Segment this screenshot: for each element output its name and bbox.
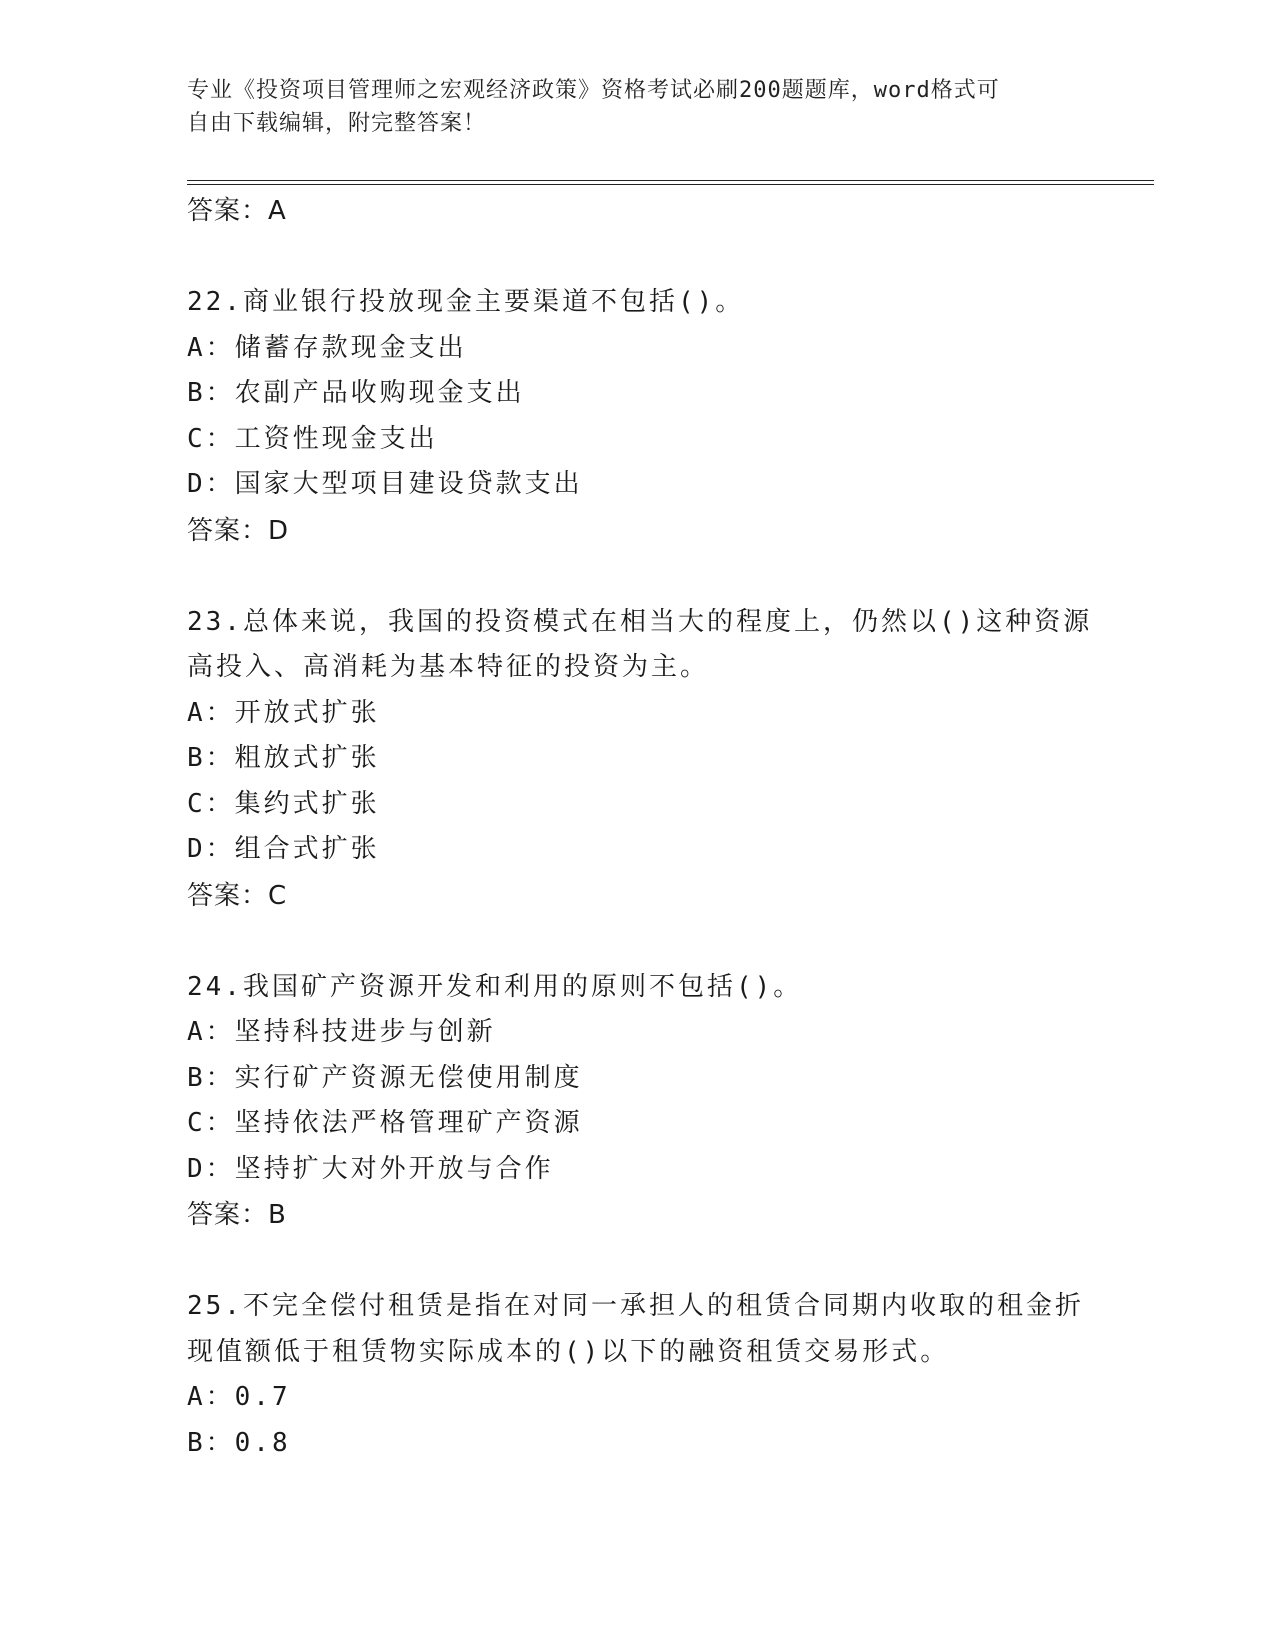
option-a: A：开放式扩张 [187, 697, 380, 728]
option-a: A：坚持科技进步与创新 [187, 1017, 496, 1047]
option-b: B：实行矿产资源无偿使用制度 [187, 1062, 583, 1093]
spacer [187, 234, 1087, 280]
question-stem-cont: 现值额低于租赁物实际成本的()以下的融资租赁交易形式。 [187, 1336, 950, 1367]
answer: 答案：C [187, 880, 288, 911]
question-24 [187, 965, 1087, 1239]
question-25 [187, 1284, 1087, 1466]
document-header [187, 74, 1087, 140]
question-23 [187, 600, 1093, 919]
header-line-1: 专业《投资项目管理师之宏观经济政策》资格考试必刷200题题库，word格式可 [187, 78, 1000, 103]
option-c: C：集约式扩张 [187, 788, 380, 819]
option-a: A：0.7 [187, 1382, 291, 1412]
option-a: A：储蓄存款现金支出 [187, 332, 467, 363]
option-b: B：0.8 [187, 1427, 291, 1458]
question-stem-cont: 高投入、高消耗为基本特征的投资为主。 [187, 652, 710, 682]
option-d: D：组合式扩张 [187, 834, 380, 864]
option-c: C：坚持依法严格管理矿产资源 [187, 1108, 583, 1138]
option-c: C：工资性现金支出 [187, 423, 438, 454]
answer: 答案：D [187, 515, 290, 546]
previous-answer: 答案：A [187, 196, 287, 226]
spacer [187, 919, 1087, 965]
spacer [187, 1238, 1087, 1284]
option-d: D：国家大型项目建设贷款支出 [187, 469, 583, 499]
spacer [187, 554, 1087, 600]
question-22 [187, 280, 1087, 554]
question-stem: 23.总体来说，我国的投资模式在相当大的程度上，仍然以()这种资源 [187, 606, 1093, 637]
question-list [187, 188, 1093, 1466]
header-rule-top [187, 180, 1154, 181]
question-stem: 25.不完全偿付租赁是指在对同一承担人的租赁合同期内收取的租金折 [187, 1291, 1084, 1321]
question-stem: 24.我国矿产资源开发和利用的原则不包括()。 [187, 971, 803, 1002]
option-b: B：农副产品收购现金支出 [187, 378, 525, 408]
header-rule-bottom [187, 184, 1154, 185]
option-d: D：坚持扩大对外开放与合作 [187, 1153, 554, 1184]
question-stem: 22.商业银行投放现金主要渠道不包括()。 [187, 287, 745, 317]
option-b: B：粗放式扩张 [187, 743, 380, 773]
answer: 答案：B [187, 1200, 287, 1230]
header-line-2: 自由下载编辑，附完整答案！ [187, 111, 487, 136]
